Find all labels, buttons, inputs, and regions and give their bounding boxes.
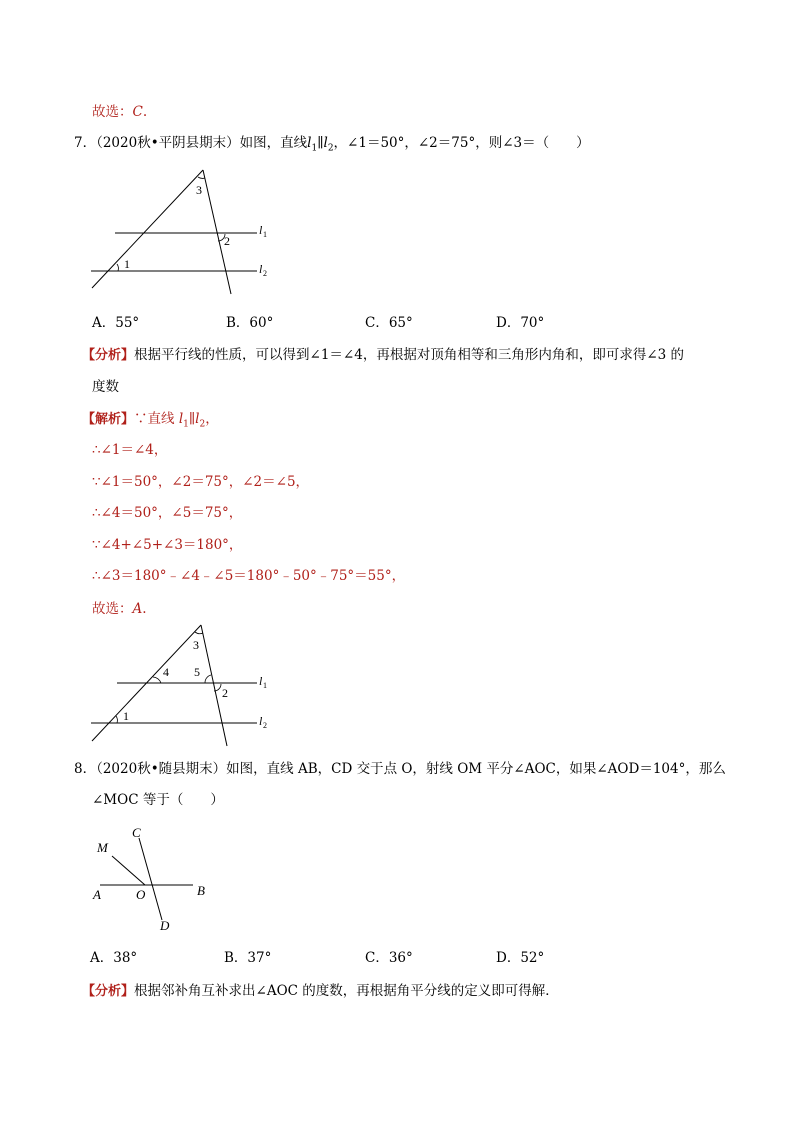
stem-text: 如图，直线 AB，CD 交于点 O，射线 OM 平分∠AOC，如果∠AOD＝104°，那么: [226, 761, 726, 777]
conclusion-answer: C: [132, 104, 143, 120]
angle3-arc: [195, 632, 203, 634]
angle1-arc: [116, 716, 117, 723]
question-number: 7．: [74, 135, 97, 151]
q8-stem-line-2: ∠MOC 等于（ ）: [92, 792, 224, 808]
label-l1-sub: 1: [263, 230, 267, 239]
q7-solution-line-5: ∵∠4+∠5+∠3＝180°，: [92, 537, 243, 553]
q6-conclusion: [92, 102, 147, 122]
solution-parallel: ∥: [188, 411, 196, 427]
conclusion-suffix: .: [142, 104, 148, 120]
label-a: A: [93, 887, 101, 902]
stem-text: 如图，直线: [239, 135, 308, 151]
question-number: 8．: [74, 761, 97, 777]
analysis-tag: 【分析】: [82, 348, 135, 363]
label-l2-sub: 2: [263, 721, 267, 730]
label-l2-sub: 2: [263, 269, 267, 278]
q8-option-b[interactable]: B．37°: [224, 950, 272, 966]
conclusion-suffix: .: [142, 601, 147, 617]
question-source: （2020秋•平阴县期末）: [96, 135, 240, 151]
q7-solution-line-2: ∴∠1＝∠4，: [92, 442, 168, 458]
q8-stem: [74, 759, 726, 779]
angle1-arc: [117, 264, 118, 271]
label-angle-1: 1: [123, 709, 129, 723]
label-d: D: [160, 918, 170, 933]
q7-analysis: [82, 345, 684, 366]
label-angle-2: 2: [224, 234, 230, 248]
q8-analysis: [82, 981, 559, 1002]
angle5-arc: [205, 675, 211, 683]
label-o: O: [136, 887, 146, 902]
analysis-text: 根据邻补角互补求出∠AOC 的度数，再根据角平分线的定义即可得解．: [134, 983, 559, 999]
solution-l1: l: [178, 411, 184, 427]
q8-option-c[interactable]: C．36°: [365, 950, 413, 966]
parallel-sign: ∥: [317, 135, 324, 151]
q8-option-d[interactable]: D．52°: [496, 950, 545, 966]
conclusion-prefix: 故选：: [92, 104, 133, 120]
conclusion-answer: A: [132, 601, 143, 617]
question-source: （2020秋•随县期末）: [96, 761, 227, 777]
angle4-arc: [153, 677, 161, 683]
q7-solution-line-3: ∵∠1＝50°，∠2＝75°，∠2＝∠5，: [92, 474, 310, 490]
ray-om: [112, 856, 145, 885]
label-angle-4: 4: [163, 665, 169, 679]
conclusion-prefix: 故选：: [92, 601, 133, 617]
q7-conclusion: [92, 599, 147, 619]
analysis-text: 根据平行线的性质，可以得到∠1＝∠4，再根据对顶角相等和三角形内角和，即可求得∠3 的: [134, 347, 685, 363]
analysis-tag: 【分析】: [82, 984, 135, 999]
q7-solution-line-4: ∴∠4＝50°，∠5＝75°，: [92, 505, 243, 521]
q7-figure-1: [85, 160, 285, 300]
solution-tag: 【解析】: [82, 412, 135, 427]
line-l2-sub: 2: [327, 143, 334, 154]
solution-text-end: ，: [205, 411, 219, 427]
label-l2: l: [259, 262, 263, 276]
solution-l1-sub: 1: [183, 419, 189, 430]
q7-stem: [74, 133, 590, 159]
label-l1-sub: 1: [263, 681, 267, 690]
angle3-arc: [198, 177, 205, 178]
q7-solution-line-1: [82, 409, 219, 435]
label-angle-1: 1: [124, 257, 130, 271]
q8-figure: [85, 820, 225, 940]
q7-option-a[interactable]: A．55°: [92, 315, 140, 331]
transversal-right: [203, 170, 231, 294]
transversal-left: [92, 170, 203, 288]
label-l1: l: [259, 674, 263, 688]
q7-option-d[interactable]: D．70°: [496, 315, 545, 331]
line-l1: l: [307, 135, 312, 151]
q7-analysis-line-2: 度数: [92, 379, 119, 395]
line-l1-sub: 1: [311, 143, 318, 154]
q8-option-a[interactable]: A．38°: [90, 950, 138, 966]
stem-text-2: ，∠1＝50°，∠2＝75°，则∠3＝（ ）: [333, 135, 590, 151]
q7-option-c[interactable]: C．65°: [365, 315, 413, 331]
label-b: B: [197, 883, 205, 898]
label-c: C: [132, 825, 141, 840]
solution-l2-sub: 2: [199, 419, 206, 430]
label-m: M: [97, 840, 108, 855]
line-l2: l: [323, 135, 328, 151]
label-angle-3: 3: [193, 638, 199, 652]
label-l2: l: [259, 714, 263, 728]
label-angle-2: 2: [222, 686, 228, 700]
solution-text: ∵直线: [134, 411, 179, 427]
q7-option-b[interactable]: B．60°: [226, 315, 274, 331]
solution-l2: l: [195, 411, 200, 427]
q7-solution-line-6: ∴∠3＝180°﹣∠4﹣∠5＝180°﹣50°﹣75°＝55°，: [92, 568, 406, 584]
q7-figure-2: [85, 620, 285, 750]
label-angle-3: 3: [196, 183, 202, 197]
line-cd: [139, 838, 162, 920]
label-l1: l: [259, 223, 263, 237]
label-angle-5: 5: [194, 665, 200, 679]
